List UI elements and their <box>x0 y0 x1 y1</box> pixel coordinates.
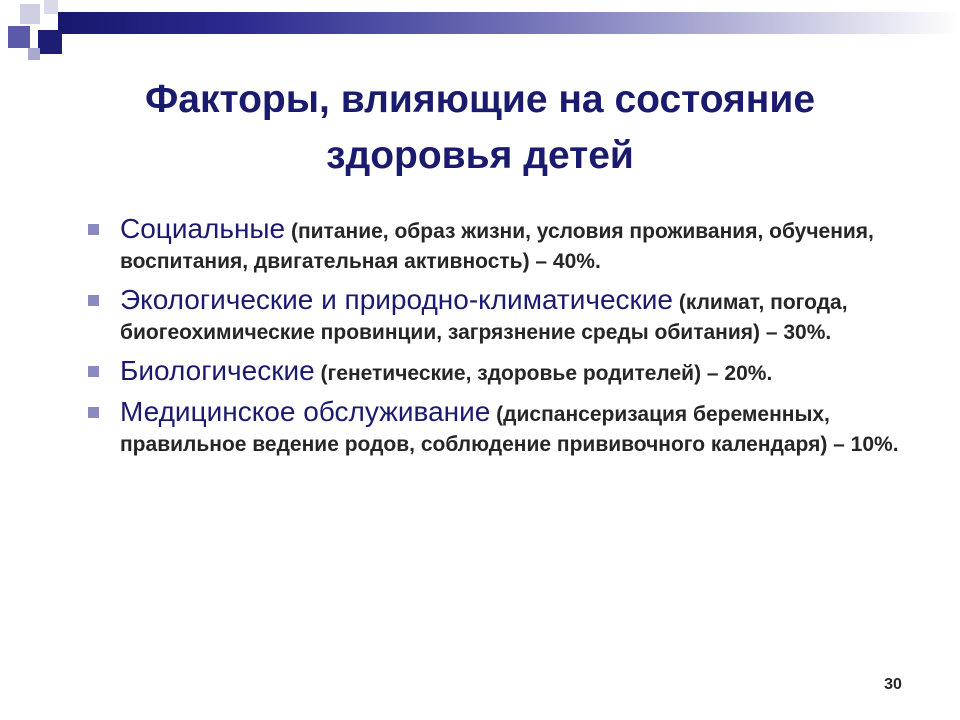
slide-title <box>0 72 960 184</box>
bullet-square-icon <box>88 407 99 418</box>
factor-detail: (диспансеризация беременных, правильное ведение родов, соблюдение прививочного календаря) – 10%. <box>120 403 899 456</box>
factor-heading: Экологические и природно-климатические <box>120 284 673 315</box>
decor-square <box>8 26 30 48</box>
factor-detail: (климат, погода, биогеохимические провинции, загрязнение среды обитания) – 30%. <box>120 291 848 344</box>
header-gradient-bar <box>58 12 960 34</box>
factor-item-medical <box>88 397 938 460</box>
bullet-square-icon <box>88 366 99 377</box>
decor-square <box>44 0 58 14</box>
decor-square <box>20 4 40 24</box>
factor-item-biological <box>88 356 938 389</box>
page-number: 30 <box>884 676 902 693</box>
bullet-square-icon <box>88 295 99 306</box>
slide-title-line-1: Факторы, влияющие на состояние <box>144 78 816 121</box>
bullet-square-icon <box>88 224 99 235</box>
factor-item-ecological <box>88 285 938 348</box>
factor-item-social <box>88 214 938 277</box>
factor-detail: (генетические, здоровье родителей) – 20%. <box>314 362 773 385</box>
factor-heading: Медицинское обслуживание <box>120 396 491 427</box>
factor-list <box>88 214 938 468</box>
decor-square <box>38 30 62 54</box>
factor-heading: Социальные <box>120 213 286 244</box>
slide-title-line-2: здоровья детей <box>326 134 634 177</box>
decor-square <box>28 48 40 60</box>
factor-heading: Биологические <box>120 355 315 386</box>
factor-detail: (питание, образ жизни, условия проживания, обучения, воспитания, двигательная активность) – 40%. <box>120 220 874 273</box>
